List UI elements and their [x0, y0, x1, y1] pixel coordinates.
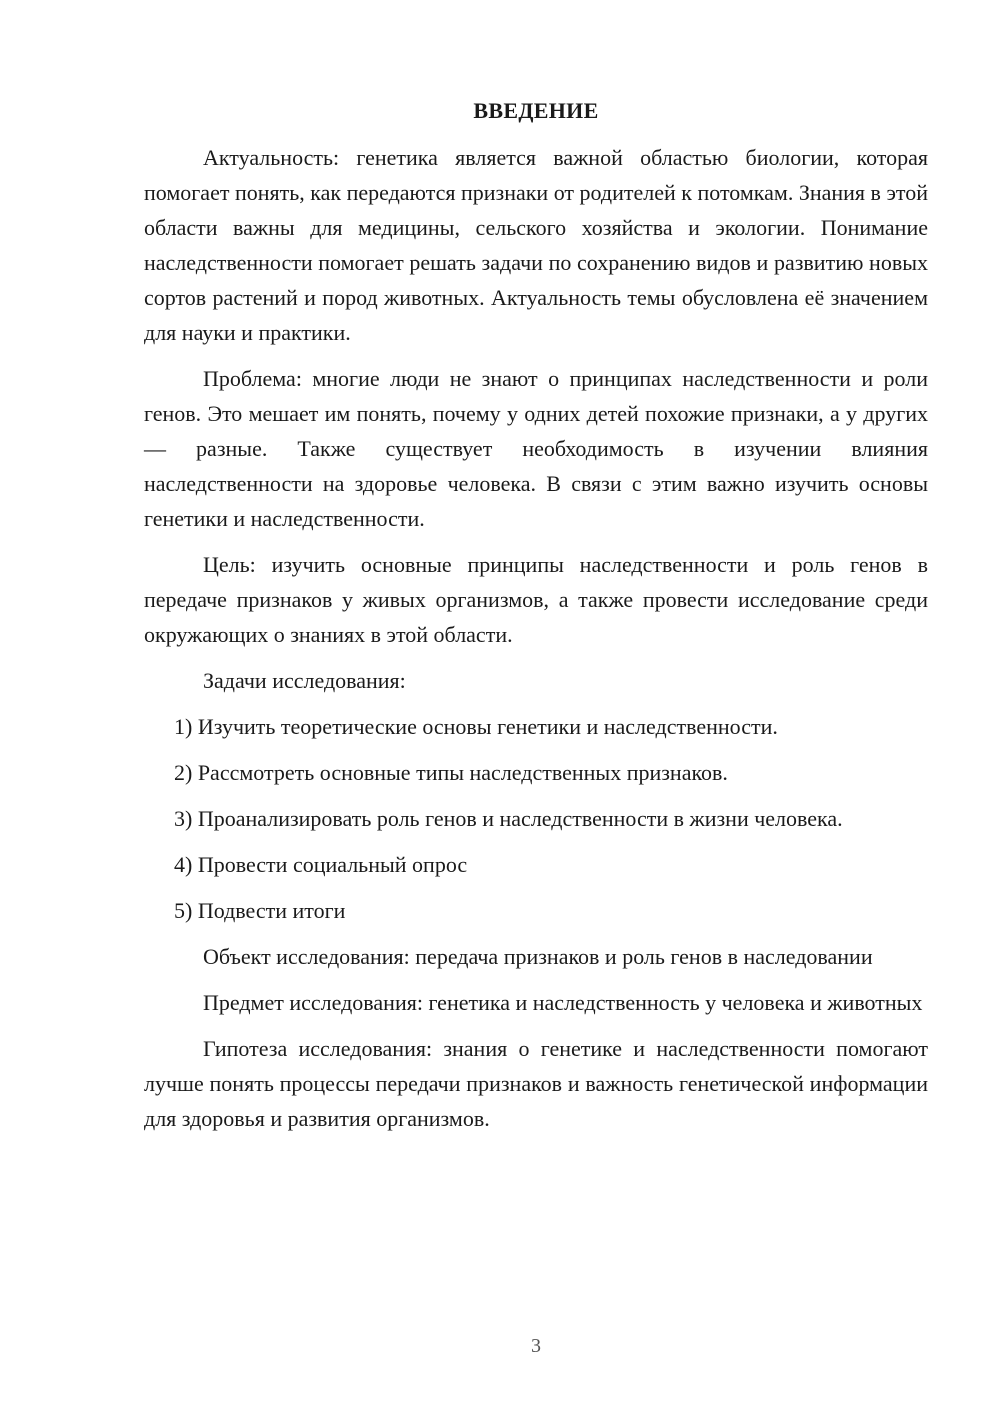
paragraph-tasks-heading: Задачи исследования:: [203, 668, 406, 693]
task-item-1: 1) Изучить теоретические основы генетики и наследственности.: [174, 714, 778, 739]
paragraph-goal: Цель: изучить основные принципы наследственности и роль генов в передаче признаков у живых организмов, а также провести исследование среди окружающих о знаниях в этой области.: [144, 552, 928, 647]
paragraph-object: Объект исследования: передача признаков и роль генов в наследовании: [203, 944, 873, 969]
task-item-5: 5) Подвести итоги: [174, 898, 346, 923]
paragraph-problem: Проблема: многие люди не знают о принципах наследственности и роли генов. Это мешает им понять, почему у одних детей похожие признаки, а у других — разные. Также существует необходимость в изучении влияния наследственности на здоровье человека. В связи с этим важно изучить основы генетики и наследственности.: [144, 366, 928, 531]
paragraph-hypothesis: Гипотеза исследования: знания о генетике и наследственности помогают лучше понять процессы передачи признаков и важность генетической информации для здоровья и развития организмов.: [144, 1036, 928, 1131]
page-number: 3: [531, 1335, 541, 1357]
paragraph-subject: Предмет исследования: генетика и наследственность у человека и животных: [203, 990, 923, 1015]
task-item-4: 4) Провести социальный опрос: [174, 852, 468, 877]
task-item-2: 2) Рассмотреть основные типы наследственных признаков.: [174, 760, 728, 785]
page-content: [144, 93, 928, 1147]
task-item-3: 3) Проанализировать роль генов и наследственности в жизни человека.: [174, 806, 843, 831]
page-title: ВВЕДЕНИЕ: [473, 98, 599, 123]
paragraph-relevance: Актуальность: генетика является важной областью биологии, которая помогает понять, как передаются признаки от родителей к потомкам. Знания в этой области важны для медицины, сельского хозяйства и экологии. Понимание наследственности помогает решать задачи по сохранению видов и развитию новых сортов растений и пород животных. Актуальность темы обусловлена её значением для науки и практики.: [144, 145, 928, 345]
